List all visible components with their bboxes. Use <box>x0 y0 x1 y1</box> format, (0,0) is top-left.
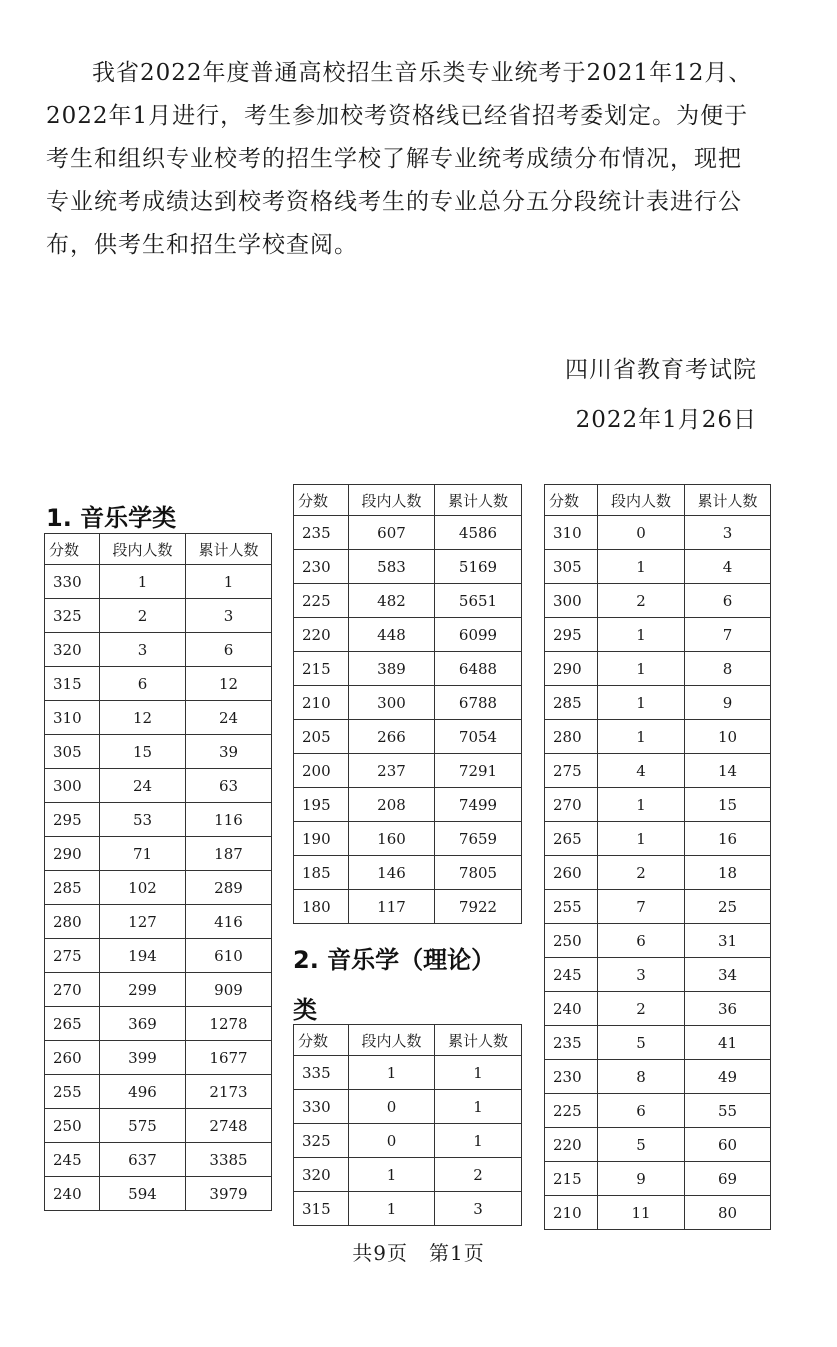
cell-cumulative-count: 2 <box>435 1158 522 1192</box>
cell-segment-count: 1 <box>349 1056 435 1090</box>
table-row <box>45 599 272 633</box>
table-row <box>545 1026 771 1060</box>
cell-segment-count: 369 <box>100 1007 186 1041</box>
cell-cumulative-count: 3979 <box>186 1177 272 1211</box>
table-row <box>45 973 272 1007</box>
cell-score: 325 <box>45 599 100 633</box>
cell-cumulative-count: 39 <box>186 735 272 769</box>
cell-cumulative-count: 909 <box>186 973 272 1007</box>
cell-score: 290 <box>45 837 100 871</box>
table-header-row <box>294 485 522 516</box>
table-row <box>45 871 272 905</box>
cell-segment-count: 1 <box>598 550 685 584</box>
cell-score: 305 <box>45 735 100 769</box>
cell-cumulative-count: 15 <box>685 788 771 822</box>
cell-segment-count: 2 <box>598 992 685 1026</box>
cell-cumulative-count: 6 <box>685 584 771 618</box>
cell-segment-count: 6 <box>598 1094 685 1128</box>
cell-cumulative-count: 14 <box>685 754 771 788</box>
cell-score: 295 <box>45 803 100 837</box>
table-row <box>45 1041 272 1075</box>
cell-cumulative-count: 4586 <box>435 516 522 550</box>
table-row <box>294 890 522 924</box>
cell-segment-count: 6 <box>598 924 685 958</box>
table-row <box>545 1094 771 1128</box>
cell-cumulative-count: 7 <box>685 618 771 652</box>
cell-cumulative-count: 7805 <box>435 856 522 890</box>
cell-cumulative-count: 10 <box>685 720 771 754</box>
cell-score: 290 <box>545 652 598 686</box>
table-row <box>294 1090 522 1124</box>
cell-score: 220 <box>294 618 349 652</box>
cell-segment-count: 102 <box>100 871 186 905</box>
cell-segment-count: 127 <box>100 905 186 939</box>
cell-segment-count: 0 <box>349 1124 435 1158</box>
col-header-segment-count: 段内人数 <box>100 534 186 565</box>
cell-score: 265 <box>545 822 598 856</box>
cell-score: 330 <box>45 565 100 599</box>
table-row <box>45 905 272 939</box>
table-row <box>545 958 771 992</box>
cell-score: 305 <box>545 550 598 584</box>
table-row <box>45 1109 272 1143</box>
cell-score: 295 <box>545 618 598 652</box>
cell-segment-count: 208 <box>349 788 435 822</box>
cell-cumulative-count: 63 <box>186 769 272 803</box>
cell-segment-count: 1 <box>598 652 685 686</box>
cell-cumulative-count: 1278 <box>186 1007 272 1041</box>
cell-cumulative-count: 1677 <box>186 1041 272 1075</box>
col-header-cumulative-count: 累计人数 <box>685 485 771 516</box>
cell-cumulative-count: 1 <box>435 1090 522 1124</box>
section1-continued-table <box>293 484 522 924</box>
cell-cumulative-count: 6788 <box>435 686 522 720</box>
cell-segment-count: 389 <box>349 652 435 686</box>
cell-cumulative-count: 6488 <box>435 652 522 686</box>
table-row <box>545 992 771 1026</box>
cell-score: 250 <box>45 1109 100 1143</box>
cell-cumulative-count: 4 <box>685 550 771 584</box>
table-row <box>545 890 771 924</box>
signature-organization: 四川省教育考试院 <box>565 357 757 383</box>
cell-score: 325 <box>294 1124 349 1158</box>
cell-score: 270 <box>545 788 598 822</box>
cell-segment-count: 237 <box>349 754 435 788</box>
col-header-cumulative-count: 累计人数 <box>435 485 522 516</box>
cell-score: 210 <box>294 686 349 720</box>
cell-segment-count: 1 <box>598 618 685 652</box>
col-header-score: 分数 <box>45 534 100 565</box>
cell-cumulative-count: 5651 <box>435 584 522 618</box>
table-header-row <box>545 485 771 516</box>
cell-score: 205 <box>294 720 349 754</box>
cell-cumulative-count: 2748 <box>186 1109 272 1143</box>
cell-segment-count: 3 <box>100 633 186 667</box>
cell-segment-count: 300 <box>349 686 435 720</box>
cell-score: 315 <box>45 667 100 701</box>
section2-continued-table <box>544 484 771 1230</box>
cell-cumulative-count: 6099 <box>435 618 522 652</box>
cell-segment-count: 1 <box>598 720 685 754</box>
cell-cumulative-count: 25 <box>685 890 771 924</box>
table-row <box>294 584 522 618</box>
cell-cumulative-count: 7922 <box>435 890 522 924</box>
cell-segment-count: 0 <box>349 1090 435 1124</box>
cell-score: 320 <box>45 633 100 667</box>
cell-score: 245 <box>45 1143 100 1177</box>
cell-segment-count: 2 <box>598 856 685 890</box>
table-row <box>45 1177 272 1211</box>
table-row <box>45 1143 272 1177</box>
cell-cumulative-count: 36 <box>685 992 771 1026</box>
cell-score: 200 <box>294 754 349 788</box>
table-row <box>545 788 771 822</box>
cell-cumulative-count: 3 <box>186 599 272 633</box>
cell-cumulative-count: 7499 <box>435 788 522 822</box>
section1-title: 1. 音乐学类 <box>46 504 177 532</box>
table-row <box>545 1060 771 1094</box>
cell-score: 225 <box>294 584 349 618</box>
table-row <box>545 822 771 856</box>
table-row <box>545 754 771 788</box>
signature-date: 2022年1月26日 <box>575 407 757 433</box>
table-row <box>294 1056 522 1090</box>
cell-score: 260 <box>545 856 598 890</box>
cell-cumulative-count: 24 <box>186 701 272 735</box>
cell-score: 275 <box>45 939 100 973</box>
col-header-score: 分数 <box>545 485 598 516</box>
cell-score: 195 <box>294 788 349 822</box>
cell-cumulative-count: 31 <box>685 924 771 958</box>
cell-segment-count: 594 <box>100 1177 186 1211</box>
cell-score: 235 <box>545 1026 598 1060</box>
table-row <box>545 584 771 618</box>
cell-score: 235 <box>294 516 349 550</box>
cell-cumulative-count: 610 <box>186 939 272 973</box>
table-row <box>45 1075 272 1109</box>
cell-score: 230 <box>545 1060 598 1094</box>
cell-cumulative-count: 2173 <box>186 1075 272 1109</box>
cell-score: 180 <box>294 890 349 924</box>
cell-cumulative-count: 7659 <box>435 822 522 856</box>
table-header-row <box>45 534 272 565</box>
col-header-score: 分数 <box>294 485 349 516</box>
section1-table <box>44 533 272 1211</box>
cell-cumulative-count: 289 <box>186 871 272 905</box>
cell-segment-count: 3 <box>598 958 685 992</box>
cell-segment-count: 1 <box>349 1192 435 1226</box>
cell-cumulative-count: 9 <box>685 686 771 720</box>
table-row <box>294 1124 522 1158</box>
cell-cumulative-count: 41 <box>685 1026 771 1060</box>
cell-segment-count: 4 <box>598 754 685 788</box>
page-footer: 共9页 第1页 <box>352 1241 485 1265</box>
table-header-row <box>294 1025 522 1056</box>
table-row <box>545 1196 771 1230</box>
cell-segment-count: 194 <box>100 939 186 973</box>
table-row <box>294 550 522 584</box>
cell-score: 240 <box>45 1177 100 1211</box>
table-row <box>45 565 272 599</box>
col-header-cumulative-count: 累计人数 <box>435 1025 522 1056</box>
cell-segment-count: 482 <box>349 584 435 618</box>
cell-segment-count: 0 <box>598 516 685 550</box>
cell-segment-count: 5 <box>598 1026 685 1060</box>
cell-segment-count: 1 <box>100 565 186 599</box>
cell-segment-count: 575 <box>100 1109 186 1143</box>
cell-segment-count: 15 <box>100 735 186 769</box>
table-row <box>545 652 771 686</box>
cell-segment-count: 8 <box>598 1060 685 1094</box>
cell-score: 310 <box>45 701 100 735</box>
table-row <box>294 822 522 856</box>
cell-segment-count: 1 <box>598 686 685 720</box>
cell-cumulative-count: 34 <box>685 958 771 992</box>
cell-score: 315 <box>294 1192 349 1226</box>
cell-segment-count: 1 <box>349 1158 435 1192</box>
cell-cumulative-count: 7291 <box>435 754 522 788</box>
cell-score: 210 <box>545 1196 598 1230</box>
table-row <box>545 618 771 652</box>
cell-score: 215 <box>294 652 349 686</box>
cell-segment-count: 399 <box>100 1041 186 1075</box>
cell-segment-count: 117 <box>349 890 435 924</box>
cell-segment-count: 266 <box>349 720 435 754</box>
cell-cumulative-count: 5169 <box>435 550 522 584</box>
section2-table <box>293 1024 522 1226</box>
cell-segment-count: 71 <box>100 837 186 871</box>
cell-score: 310 <box>545 516 598 550</box>
cell-score: 240 <box>545 992 598 1026</box>
table-row <box>545 1162 771 1196</box>
table-row <box>45 735 272 769</box>
table-row <box>294 754 522 788</box>
cell-score: 260 <box>45 1041 100 1075</box>
intro-text: 我省2022年度普通高校招生音乐类专业统考于2021年12月、2022年1月进行，考生参加校考资格线已经省招考委划定。为便于考生和组织专业校考的招生学校了解专业统考成绩分布情况，现把专业统考成绩达到校考资格线考生的专业总分五分段统计表进行公布，供考生和招生学校查阅。 <box>46 60 753 258</box>
table-row <box>294 720 522 754</box>
intro-paragraph <box>46 52 760 267</box>
cell-segment-count: 299 <box>100 973 186 1007</box>
cell-cumulative-count: 1 <box>435 1056 522 1090</box>
cell-score: 255 <box>545 890 598 924</box>
cell-segment-count: 5 <box>598 1128 685 1162</box>
table-row <box>45 1007 272 1041</box>
cell-cumulative-count: 1 <box>186 565 272 599</box>
table-row <box>545 686 771 720</box>
cell-segment-count: 12 <box>100 701 186 735</box>
cell-score: 220 <box>545 1128 598 1162</box>
cell-score: 265 <box>45 1007 100 1041</box>
cell-score: 275 <box>545 754 598 788</box>
table-row <box>294 516 522 550</box>
cell-score: 245 <box>545 958 598 992</box>
col-header-segment-count: 段内人数 <box>349 1025 435 1056</box>
cell-score: 330 <box>294 1090 349 1124</box>
table-row <box>45 701 272 735</box>
cell-score: 285 <box>45 871 100 905</box>
cell-score: 320 <box>294 1158 349 1192</box>
cell-cumulative-count: 16 <box>685 822 771 856</box>
cell-cumulative-count: 49 <box>685 1060 771 1094</box>
cell-segment-count: 11 <box>598 1196 685 1230</box>
cell-score: 270 <box>45 973 100 1007</box>
cell-score: 300 <box>545 584 598 618</box>
cell-segment-count: 583 <box>349 550 435 584</box>
cell-score: 285 <box>545 686 598 720</box>
cell-cumulative-count: 1 <box>435 1124 522 1158</box>
table-row <box>45 769 272 803</box>
table-row <box>294 788 522 822</box>
cell-cumulative-count: 80 <box>685 1196 771 1230</box>
cell-score: 215 <box>545 1162 598 1196</box>
section2-title-line2: 类 <box>293 996 317 1024</box>
cell-cumulative-count: 12 <box>186 667 272 701</box>
col-header-score: 分数 <box>294 1025 349 1056</box>
cell-segment-count: 496 <box>100 1075 186 1109</box>
col-header-segment-count: 段内人数 <box>349 485 435 516</box>
cell-segment-count: 1 <box>598 788 685 822</box>
cell-score: 225 <box>545 1094 598 1128</box>
table-row <box>45 939 272 973</box>
cell-score: 190 <box>294 822 349 856</box>
cell-cumulative-count: 3385 <box>186 1143 272 1177</box>
table-row <box>294 856 522 890</box>
table-row <box>294 686 522 720</box>
cell-cumulative-count: 8 <box>685 652 771 686</box>
cell-segment-count: 7 <box>598 890 685 924</box>
table-row <box>294 1158 522 1192</box>
table-row <box>545 550 771 584</box>
cell-score: 280 <box>45 905 100 939</box>
cell-score: 300 <box>45 769 100 803</box>
cell-cumulative-count: 3 <box>435 1192 522 1226</box>
cell-score: 255 <box>45 1075 100 1109</box>
section2-title-line1: 2. 音乐学（理论） <box>293 946 496 974</box>
table-row <box>294 1192 522 1226</box>
cell-cumulative-count: 7054 <box>435 720 522 754</box>
cell-segment-count: 9 <box>598 1162 685 1196</box>
cell-cumulative-count: 3 <box>685 516 771 550</box>
table-row <box>545 924 771 958</box>
cell-score: 230 <box>294 550 349 584</box>
cell-score: 250 <box>545 924 598 958</box>
cell-segment-count: 2 <box>598 584 685 618</box>
table-row <box>545 516 771 550</box>
cell-segment-count: 1 <box>598 822 685 856</box>
cell-cumulative-count: 116 <box>186 803 272 837</box>
cell-cumulative-count: 55 <box>685 1094 771 1128</box>
cell-cumulative-count: 6 <box>186 633 272 667</box>
table-row <box>294 652 522 686</box>
table-row <box>45 667 272 701</box>
cell-segment-count: 53 <box>100 803 186 837</box>
col-header-segment-count: 段内人数 <box>598 485 685 516</box>
table-row <box>45 803 272 837</box>
cell-segment-count: 6 <box>100 667 186 701</box>
cell-score: 280 <box>545 720 598 754</box>
cell-segment-count: 637 <box>100 1143 186 1177</box>
cell-score: 185 <box>294 856 349 890</box>
cell-score: 335 <box>294 1056 349 1090</box>
cell-segment-count: 24 <box>100 769 186 803</box>
table-row <box>545 856 771 890</box>
cell-cumulative-count: 60 <box>685 1128 771 1162</box>
cell-segment-count: 146 <box>349 856 435 890</box>
col-header-cumulative-count: 累计人数 <box>186 534 272 565</box>
table-row <box>45 633 272 667</box>
cell-segment-count: 448 <box>349 618 435 652</box>
cell-segment-count: 160 <box>349 822 435 856</box>
table-row <box>545 720 771 754</box>
cell-cumulative-count: 18 <box>685 856 771 890</box>
table-row <box>294 618 522 652</box>
cell-cumulative-count: 69 <box>685 1162 771 1196</box>
table-row <box>45 837 272 871</box>
cell-segment-count: 607 <box>349 516 435 550</box>
table-row <box>545 1128 771 1162</box>
cell-segment-count: 2 <box>100 599 186 633</box>
cell-cumulative-count: 416 <box>186 905 272 939</box>
cell-cumulative-count: 187 <box>186 837 272 871</box>
